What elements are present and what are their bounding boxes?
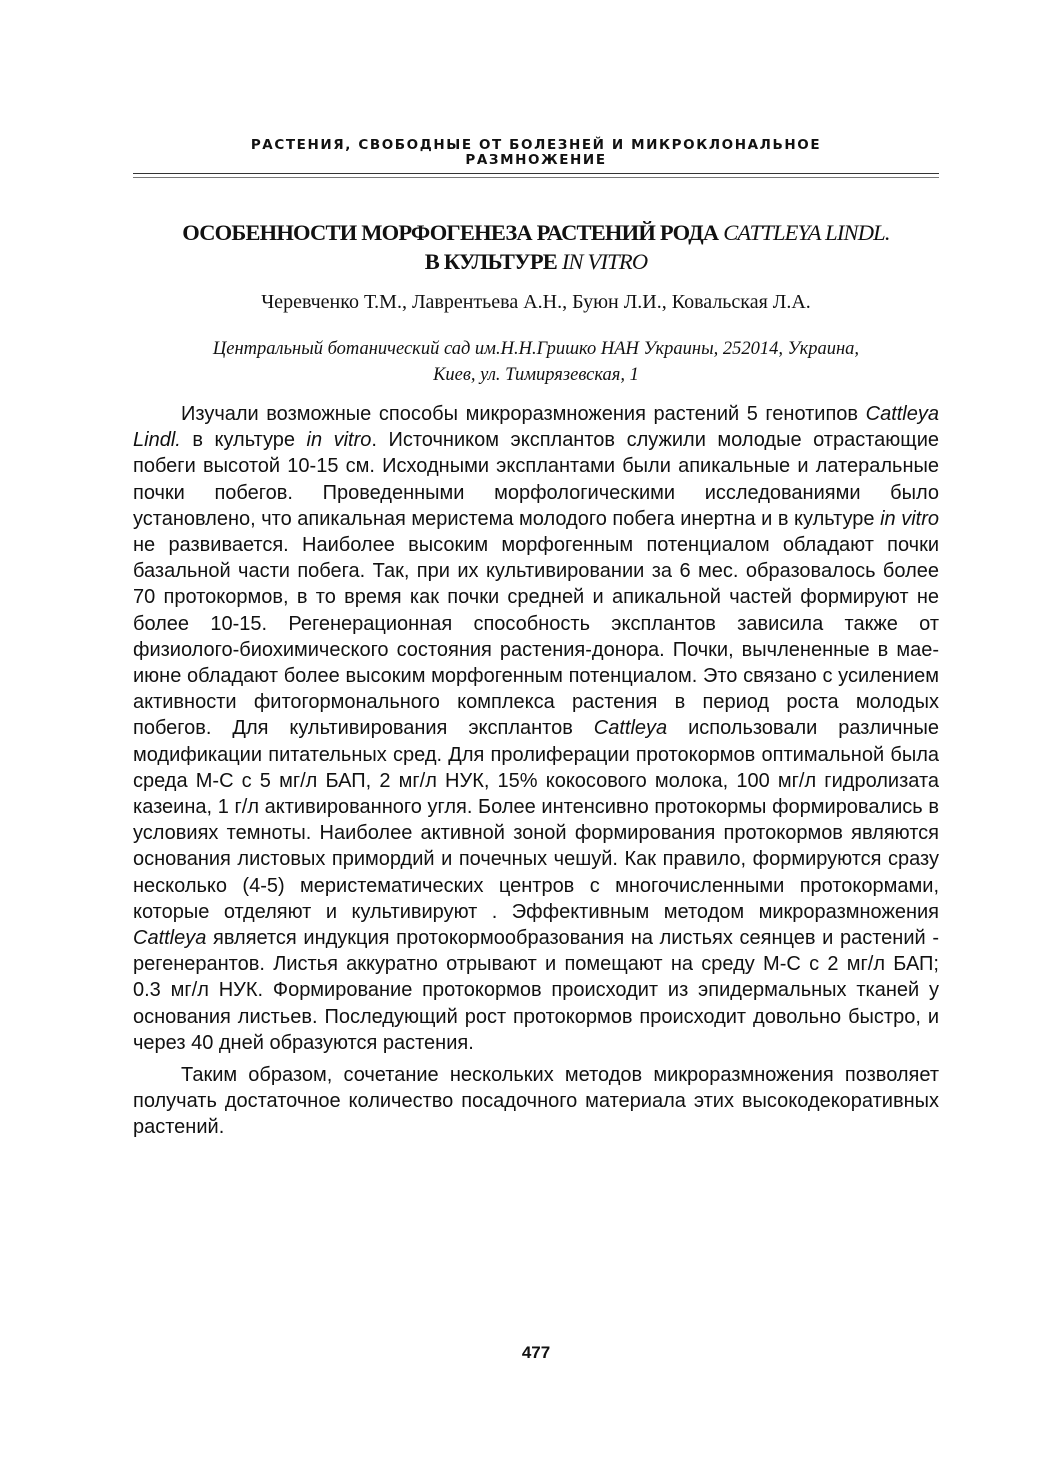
header-rule-secondary xyxy=(133,177,939,178)
header-rule xyxy=(133,173,939,174)
title-latin-in-vitro: IN VITRO xyxy=(561,249,648,274)
body-paragraph-1: Изучали возможные способы микроразмножения растений 5 генотипов Cattleya Lindl. в культуре in vitro. Источником эксплантов служили молодые отрастающие побеги высотой 10-15 см. Исходными эксплантами были апикальные и латеральные почки побегов. Проведенными морфологическими исследованиями было установлено, что апикальная меристема молодого побега инертна и в культуре in vitro не развивается. Наиболее высоким морфогенным потенциалом обладают почки базальной части побега. Так, при их культивировании за 6 мес. образовалось более 70 протокормов, в то время как почки средней и апикальной частей формируют не более 10-15. Регенерационная способность эксплантов зависила также от физиолого-биохимического состояния растения-донора. Почки, вычлененные в мае-июне обладают более высоким морфогенным потенциалом. Это связано с усилением активности фитогормонального комплекса растения в период роста молодых побегов. Для культивирования эксплантов Cattleya использовали различные модификации питательных сред. Для пролиферации протокормов оптимальной была среда М-С с 5 мг/л БАП, 2 мг/л НУК, 15% кокосового молока, 100 мг/л гидролизата казеина, 1 г/л активированного угля. Более интенсивно протокормы формировались в условиях темноты. Наиболее активной зоной формирования протокормов являются основания листовых примордий и почечных чешуй. Как правило, формируются сразу несколько (4-5) меристематических центров с многочисленными протокормами, которые отделяют и культивируют . Эффективным методом микроразмножения Cattleya является индукция протокормообразования на листьях сеянцев и растений - регенерантов. Листья аккуратно отрывают и помещают на среду М-С с 2 мг/л БАП; 0.3 мг/л НУК. Формирование протокормов происходит из эпидермальных тканей у основания листьев. Последующий рост протокормов происходит довольно быстро, и через 40 дней образуются растения. xyxy=(133,403,940,1054)
affiliation xyxy=(133,336,939,388)
body-paragraph-2: Таким образом, сочетание нескольких методов микроразмножения позволяет получать достаточное количество посадочного материала этих высокодекоративных растений. xyxy=(133,1064,939,1139)
affiliation-line-2: Киев, ул. Тимирязевская, 1 xyxy=(433,365,639,385)
section-header-line-2: РАЗМНОЖЕНИЕ xyxy=(465,152,607,168)
section-header-line-1: РАСТЕНИЯ, СВОБОДНЫЕ ОТ БОЛЕЗНЕЙ И МИКРОКЛОНАЛЬНОЕ xyxy=(250,137,822,153)
article-title xyxy=(133,218,939,276)
affiliation-line-1: Центральный ботанический сад им.Н.Н.Гришко НАН Украины, 252014, Украина, xyxy=(212,339,860,359)
title-line-1: ОСОБЕННОСТИ МОРФОГЕНЕЗА РАСТЕНИЙ РОДА CATTLEYA LINDL. xyxy=(182,220,890,245)
authors: Черевченко Т.М., Лаврентьева А.Н., Буюн Л.И., Ковальская Л.А. xyxy=(261,291,811,313)
page-number: 477 xyxy=(521,1343,551,1362)
title-line-2: В КУЛЬТУРЕ IN VITRO xyxy=(424,249,648,274)
section-header xyxy=(133,138,939,168)
article-body xyxy=(133,401,939,1141)
title-latin-genus: CATTLEYA LINDL. xyxy=(723,220,890,245)
